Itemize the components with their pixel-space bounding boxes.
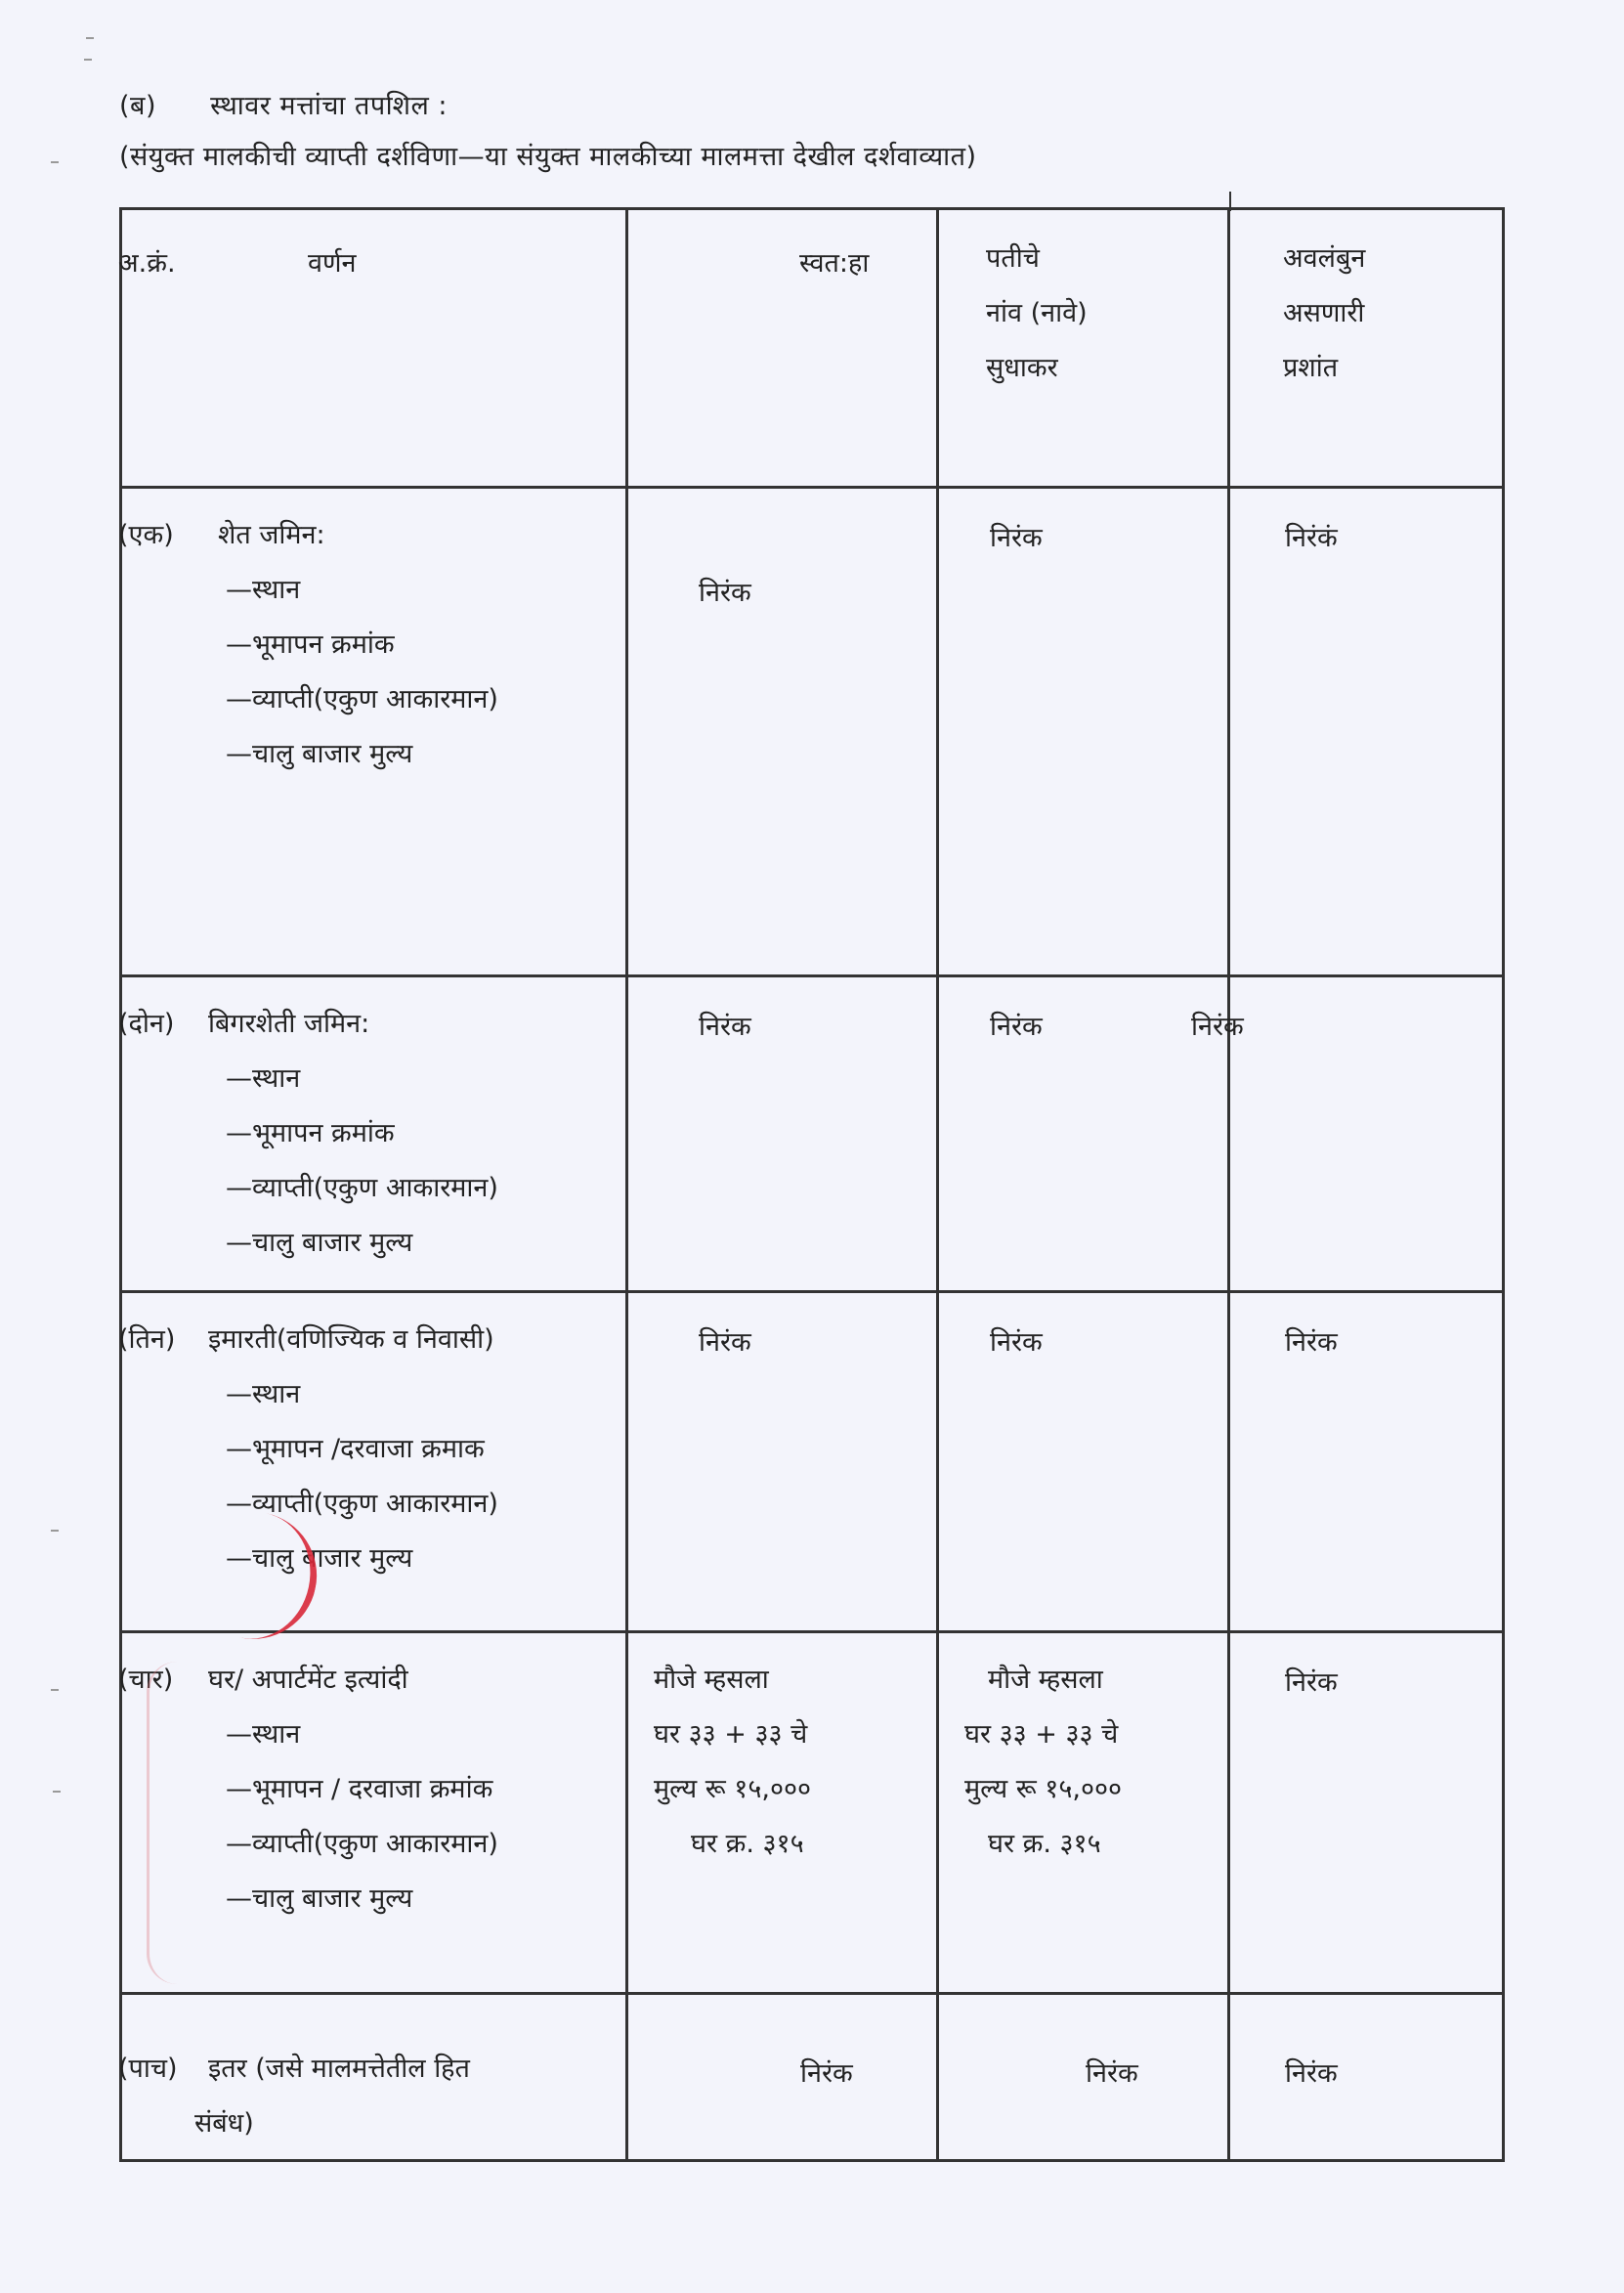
row-item: —भूमापन क्रमांक — [226, 1118, 395, 1148]
header-self: स्वत:हा — [799, 248, 870, 279]
row-self-cell — [627, 1292, 938, 1632]
header-spouse-cell — [938, 209, 1229, 488]
row-item: —भूमापन / दरवाजा क्रमांक — [226, 1774, 493, 1804]
header-dependent-line: असणारी — [1283, 298, 1365, 328]
row-item: —भूमापन क्रमांक — [226, 629, 395, 660]
row-description-cell — [118, 1994, 627, 2161]
row-self-cell — [627, 976, 938, 1292]
row-spouse-line: मौजे म्हसला — [988, 1665, 1103, 1695]
row-spouse-value: निरंक — [990, 523, 1043, 553]
row-spouse-cell — [938, 1292, 1229, 1632]
row-self-cell — [627, 1994, 938, 2161]
header-dependent-line: अवलंबुन — [1283, 243, 1366, 274]
row-item: —व्याप्ती(एकुण आकारमान) — [226, 1173, 498, 1203]
row-self-line: मुल्य रू १५,००० — [654, 1774, 812, 1804]
row-item: —चालु बाजार मुल्य — [226, 1228, 413, 1258]
row-number: (एक) — [118, 520, 174, 550]
header-dependent-cell — [1229, 209, 1504, 488]
header-self-cell — [627, 209, 938, 488]
row-title: शेत जमिन: — [218, 520, 325, 550]
row-self-line: घर क्र. ३१५ — [691, 1829, 804, 1859]
table-row — [121, 1994, 1504, 2161]
row-item: —चालु बाजार मुल्य — [226, 739, 413, 769]
row-title: बिगरशेती जमिन: — [208, 1009, 370, 1039]
row-description-cell — [118, 488, 627, 976]
section-note: (संयुक्त मालकीची व्याप्ती दर्शविणा—या संयुक्त मालकीच्या मालमत्ता देखील दर्शवाव्यात) — [119, 142, 977, 172]
row-item: —व्याप्ती(एकुण आकारमान) — [226, 1489, 498, 1519]
row-dependent-value: निरंक — [1285, 1327, 1338, 1358]
row-spouse-cell — [938, 976, 1229, 1292]
row-dependent-value: निरंकं — [1285, 523, 1338, 553]
row-dependent-cell — [1191, 976, 1504, 1292]
row-dependent-cell — [1229, 1632, 1504, 1994]
margin-tick — [86, 37, 94, 39]
row-item: —स्थान — [226, 1379, 301, 1409]
row-self-value: निरंक — [699, 1327, 751, 1358]
row-spouse-line: घर क्र. ३१५ — [988, 1829, 1101, 1859]
row-self-value: निरंक — [699, 578, 751, 608]
row-dependent-cell — [1229, 488, 1504, 976]
table-row — [121, 1632, 1504, 1994]
header-spouse-line: सुधाकर — [986, 353, 1058, 383]
row-spouse-cell — [938, 488, 1229, 976]
margin-tick — [51, 1530, 59, 1532]
row-title: इतर (जसे मालमत्तेतील हित — [208, 2054, 470, 2084]
row-self-cell — [627, 488, 938, 976]
section-title: स्थावर मत्तांचा तपशिल : — [210, 91, 449, 121]
row-self-cell — [627, 1632, 938, 1994]
header-spouse-line: पतीचे — [986, 243, 1040, 274]
row-number: (चार) — [118, 1665, 174, 1695]
row-spouse-line: मुल्य रू १५,००० — [964, 1774, 1123, 1804]
row-title: घर/ अपार्टमेंट इत्यांदी — [208, 1665, 408, 1695]
row-spouse-line: घर ३३ + ३३ चे — [964, 1719, 1119, 1750]
row-description-cell — [118, 976, 627, 1292]
row-self-line: मौजे म्हसला — [654, 1665, 769, 1695]
row-item: —व्याप्ती(एकुण आकारमान) — [226, 1829, 498, 1859]
row-self-line: घर ३३ + ३३ चे — [654, 1719, 808, 1750]
row-title: इमारती(वणिज्यिक व निवासी) — [208, 1324, 494, 1355]
row-item: —भूमापन /दरवाजा क्रमाक — [226, 1434, 485, 1464]
row-dependent-cell — [1229, 1292, 1504, 1632]
header-description-cell — [118, 209, 627, 488]
row-spouse-cell — [938, 1632, 1229, 1994]
row-number: (दोन) — [118, 1009, 175, 1039]
table-row — [121, 488, 1504, 976]
row-dependent-value: निरंक — [1285, 1667, 1338, 1698]
row-dependent-value: निरंक — [1191, 1012, 1244, 1042]
row-item: —व्याप्ती(एकुण आकारमान) — [226, 684, 498, 714]
row-self-value: निरंक — [800, 2058, 853, 2089]
faint-stamp-mark — [147, 1662, 208, 1984]
row-number: (तिन) — [118, 1324, 176, 1355]
table-header-row — [121, 209, 1504, 488]
row-item: —चालु बाजार मुल्य — [226, 1883, 413, 1914]
header-description: वर्णन — [308, 248, 357, 279]
row-spouse-value: निरंक — [1086, 2058, 1138, 2089]
row-spouse-cell — [938, 1994, 1229, 2161]
row-item: —स्थान — [226, 1719, 301, 1750]
section-label: (ब) — [119, 91, 156, 121]
row-number: (पाच) — [118, 2054, 178, 2084]
header-dependent-line: प्रशांत — [1283, 353, 1339, 383]
row-item: —स्थान — [226, 1063, 301, 1094]
section-heading — [119, 86, 448, 122]
margin-tick — [53, 1791, 61, 1793]
row-dependent-value: निरंक — [1285, 2058, 1338, 2089]
header-serial: अ.क्रं. — [118, 248, 176, 279]
row-self-value: निरंक — [699, 1012, 751, 1042]
row-dependent-cell — [1229, 1994, 1504, 2161]
row-item: —चालु बाजार मुल्य — [226, 1543, 413, 1574]
margin-tick — [51, 1689, 59, 1691]
row-spouse-value: निरंक — [990, 1327, 1043, 1358]
header-spouse-line: नांव (नावे) — [986, 298, 1088, 328]
row-spouse-value: निरंक — [990, 1012, 1043, 1042]
margin-tick — [51, 161, 59, 163]
table-row — [121, 976, 1504, 1292]
row-description-cell — [118, 1292, 627, 1632]
row-title-continued: संबंध) — [194, 2108, 254, 2139]
margin-tick — [84, 59, 92, 61]
immovable-assets-table — [119, 207, 1505, 2162]
row-item: —स्थान — [226, 575, 301, 605]
table-row — [121, 1292, 1504, 1632]
